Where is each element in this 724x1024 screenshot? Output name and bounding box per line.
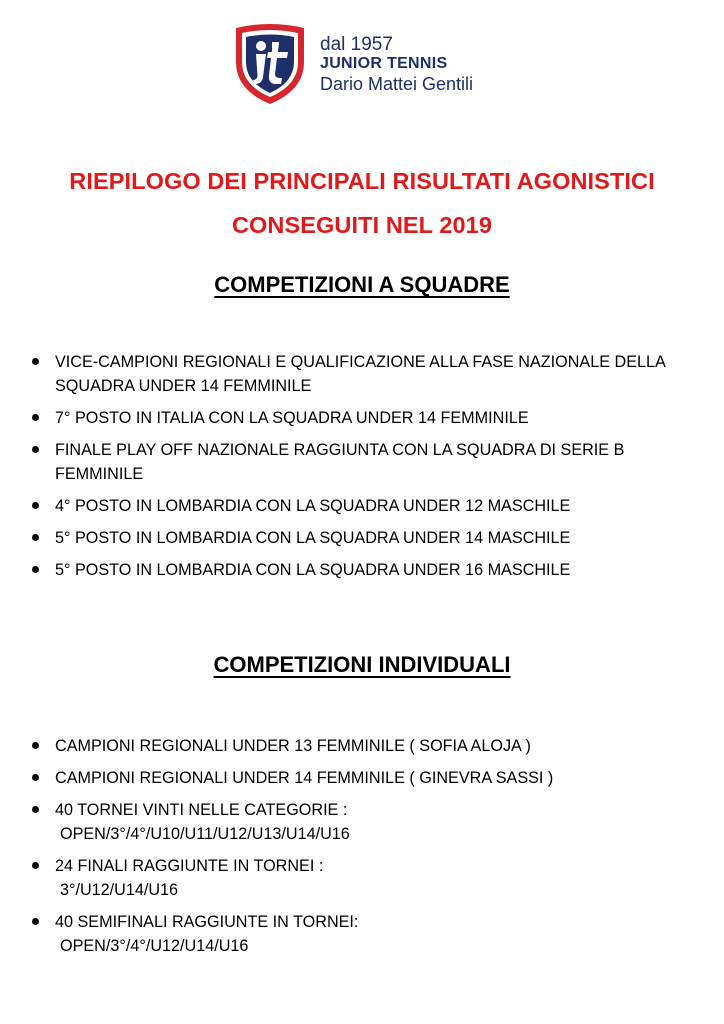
logo-person-name: Dario Mattei Gentili <box>320 73 474 94</box>
list-item <box>30 438 710 486</box>
list-item-text: 4° POSTO IN LOMBARDIA CON LA SQUADRA UNDER 12 MASCHILE <box>55 497 571 515</box>
list-item <box>30 406 710 430</box>
bullet-icon <box>32 534 39 541</box>
list-item-text: 40 SEMIFINALI RAGGIUNTE IN TORNEI: <box>55 913 359 931</box>
individual-competitions-heading: COMPETIZIONI INDIVIDUALI <box>213 652 511 677</box>
list-item-text: 5° POSTO IN LOMBARDIA CON LA SQUADRA UNDER 14 MASCHILE <box>55 529 571 547</box>
list-item-text: CAMPIONI REGIONALI UNDER 14 FEMMINILE ( GINEVRA SASSI ) <box>55 769 554 787</box>
list-item <box>30 734 710 758</box>
team-competitions-heading: COMPETIZIONI A SQUADRE <box>214 272 510 297</box>
list-item <box>30 798 710 846</box>
list-item-text: 7° POSTO IN ITALIA CON LA SQUADRA UNDER 14 FEMMINILE <box>55 409 529 427</box>
bullet-icon <box>32 862 39 869</box>
bullet-icon <box>32 918 39 925</box>
team-results-list <box>30 350 710 590</box>
list-item-text: 40 TORNEI VINTI NELLE CATEGORIE : <box>55 801 348 819</box>
bullet-icon <box>32 566 39 573</box>
bullet-icon <box>32 806 39 813</box>
list-item-categories: 3°/U12/U14/U16 <box>60 881 179 899</box>
bullet-icon <box>32 446 39 453</box>
bullet-icon <box>32 742 39 749</box>
logo-club-name: JUNIOR TENNIS <box>320 55 448 73</box>
page-title-line-2: CONSEGUITI NEL 2019 <box>231 212 493 238</box>
logo-text <box>320 34 473 95</box>
individual-results-list <box>30 734 710 966</box>
list-item <box>30 558 710 582</box>
list-item-text: CAMPIONI REGIONALI UNDER 13 FEMMINILE ( SOFIA ALOJA ) <box>55 737 531 755</box>
list-item-categories: OPEN/3°/4°/U12/U14/U16 <box>60 937 249 955</box>
list-item <box>30 854 710 902</box>
bullet-icon <box>32 414 39 421</box>
club-logo <box>232 22 473 106</box>
list-item <box>30 494 710 518</box>
list-item-text: 5° POSTO IN LOMBARDIA CON LA SQUADRA UNDER 16 MASCHILE <box>55 561 571 579</box>
list-item <box>30 910 710 958</box>
list-item <box>30 350 710 398</box>
list-item-categories: OPEN/3°/4°/U10/U11/U12/U13/U14/U16 <box>60 825 350 843</box>
list-item <box>30 526 710 550</box>
bullet-icon <box>32 774 39 781</box>
bullet-icon <box>32 502 39 509</box>
bullet-icon <box>32 358 39 365</box>
list-item-text: 24 FINALI RAGGIUNTE IN TORNEI : <box>55 857 324 875</box>
list-item-text: VICE-CAMPIONI REGIONALI E QUALIFICAZIONE ALLA FASE NAZIONALE DELLA SQUADRA UNDER 14 FEMMINILE <box>55 353 665 395</box>
list-item-text: FINALE PLAY OFF NAZIONALE RAGGIUNTA CON LA SQUADRA DI SERIE B FEMMINILE <box>55 441 625 483</box>
list-item <box>30 766 710 790</box>
logo-since: dal 1957 <box>320 33 393 55</box>
shield-logo-icon <box>232 22 308 106</box>
page-title-line-1: RIEPILOGO DEI PRINCIPALI RISULTATI AGONISTICI <box>69 168 655 194</box>
